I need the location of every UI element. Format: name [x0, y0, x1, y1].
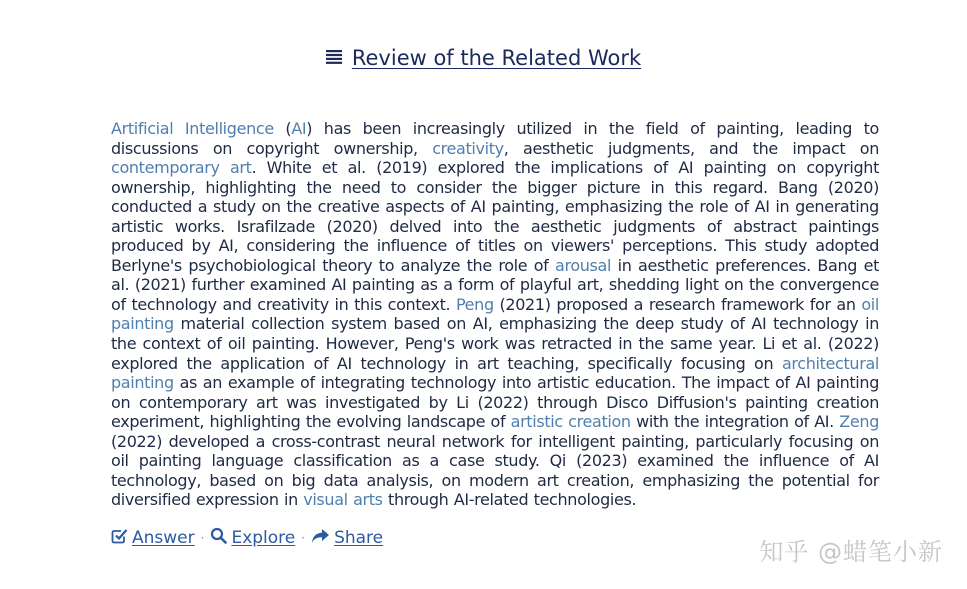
- explore-link[interactable]: Explore: [231, 528, 296, 548]
- term-link[interactable]: Artificial Intelligence: [111, 119, 274, 138]
- paragraph-text: in aesthetic preferences. Bang et al. (2021) further examined AI painting as a form of playful art, shedding light on the convergence of technology and creativity in this context.: [111, 255, 880, 314]
- section-title-link[interactable]: Review of the Related Work: [351, 46, 642, 70]
- paragraph-text: . White et al. (2019) explored the implications of AI painting on copyright ownership, highlighting the need to consider the bigger picture in this regard. Bang (2020) conducted a study on the creative aspects of AI painting, emphasizing the role of AI in generating artistic works. Israfilzade (2020) delved into the aesthetic judgments of abstract paintings produced by AI, considering the influence of titles on viewers' perceptions. This study adopted Berlyne's psychobiological theory to analyze the role of: [111, 158, 879, 275]
- paragraph-text: with the integration of AI.: [630, 412, 840, 432]
- term-link[interactable]: oil painting: [111, 294, 879, 334]
- search-icon: [210, 527, 227, 549]
- paragraph-text: as an example of integrating technology into artistic education. The impact of AI painting on contemporary art was investigated by Li (2022) through Disco Diffusion's painting creation experiment, highlighting the evolving landscape of: [111, 373, 879, 432]
- check-square-icon: [111, 527, 128, 549]
- term-link[interactable]: Peng: [455, 294, 494, 314]
- term-link[interactable]: AI: [291, 119, 307, 138]
- paragraph-text: (2021) proposed a research framework for an: [493, 294, 862, 314]
- term-link[interactable]: Zeng: [839, 412, 879, 432]
- share-action[interactable]: [311, 528, 383, 549]
- action-separator: ·: [200, 531, 205, 545]
- term-link[interactable]: arousal: [554, 255, 612, 275]
- action-bar: [111, 527, 383, 549]
- paragraph-text: through AI-related technologies.: [382, 490, 637, 510]
- share-link[interactable]: Share: [334, 528, 384, 548]
- list-icon: [326, 45, 342, 69]
- action-separator: ·: [301, 531, 306, 545]
- paragraph-text: (: [273, 119, 292, 138]
- paragraph-text: ) has been increasingly utilized in the field of painting, leading to discussions on copyright ownership,: [111, 119, 879, 158]
- answer-action[interactable]: [111, 527, 195, 549]
- term-link[interactable]: creativity: [432, 138, 504, 158]
- term-link[interactable]: contemporary art: [111, 158, 252, 178]
- section-heading: [0, 46, 967, 71]
- share-arrow-icon: [311, 528, 330, 549]
- explore-action[interactable]: [210, 527, 295, 549]
- paragraph-text: , aesthetic judgments, and the impact on: [503, 138, 879, 158]
- term-link[interactable]: architectural painting: [111, 353, 879, 393]
- paragraph-text: material collection system based on AI, emphasizing the deep study of AI technology in the context of oil painting. However, Peng's work was retracted in the same year. Li et al. (2022) explored the application of AI technology in art teaching, specifically focusing on: [111, 314, 879, 373]
- term-link[interactable]: visual arts: [303, 490, 383, 510]
- answer-link[interactable]: Answer: [132, 528, 195, 548]
- term-link[interactable]: artistic creation: [510, 412, 631, 432]
- review-paragraph: [111, 119, 879, 510]
- paragraph-text: (2022) developed a cross-contrast neural network for intelligent painting, particularly focusing on oil painting language classification as a case study. Qi (2023) examined the influence of AI technology, based on big data analysis, on modern art creation, emphasizing the potential for diversified expression in: [111, 431, 879, 510]
- watermark: 知乎 @蜡笔小新: [759, 538, 943, 566]
